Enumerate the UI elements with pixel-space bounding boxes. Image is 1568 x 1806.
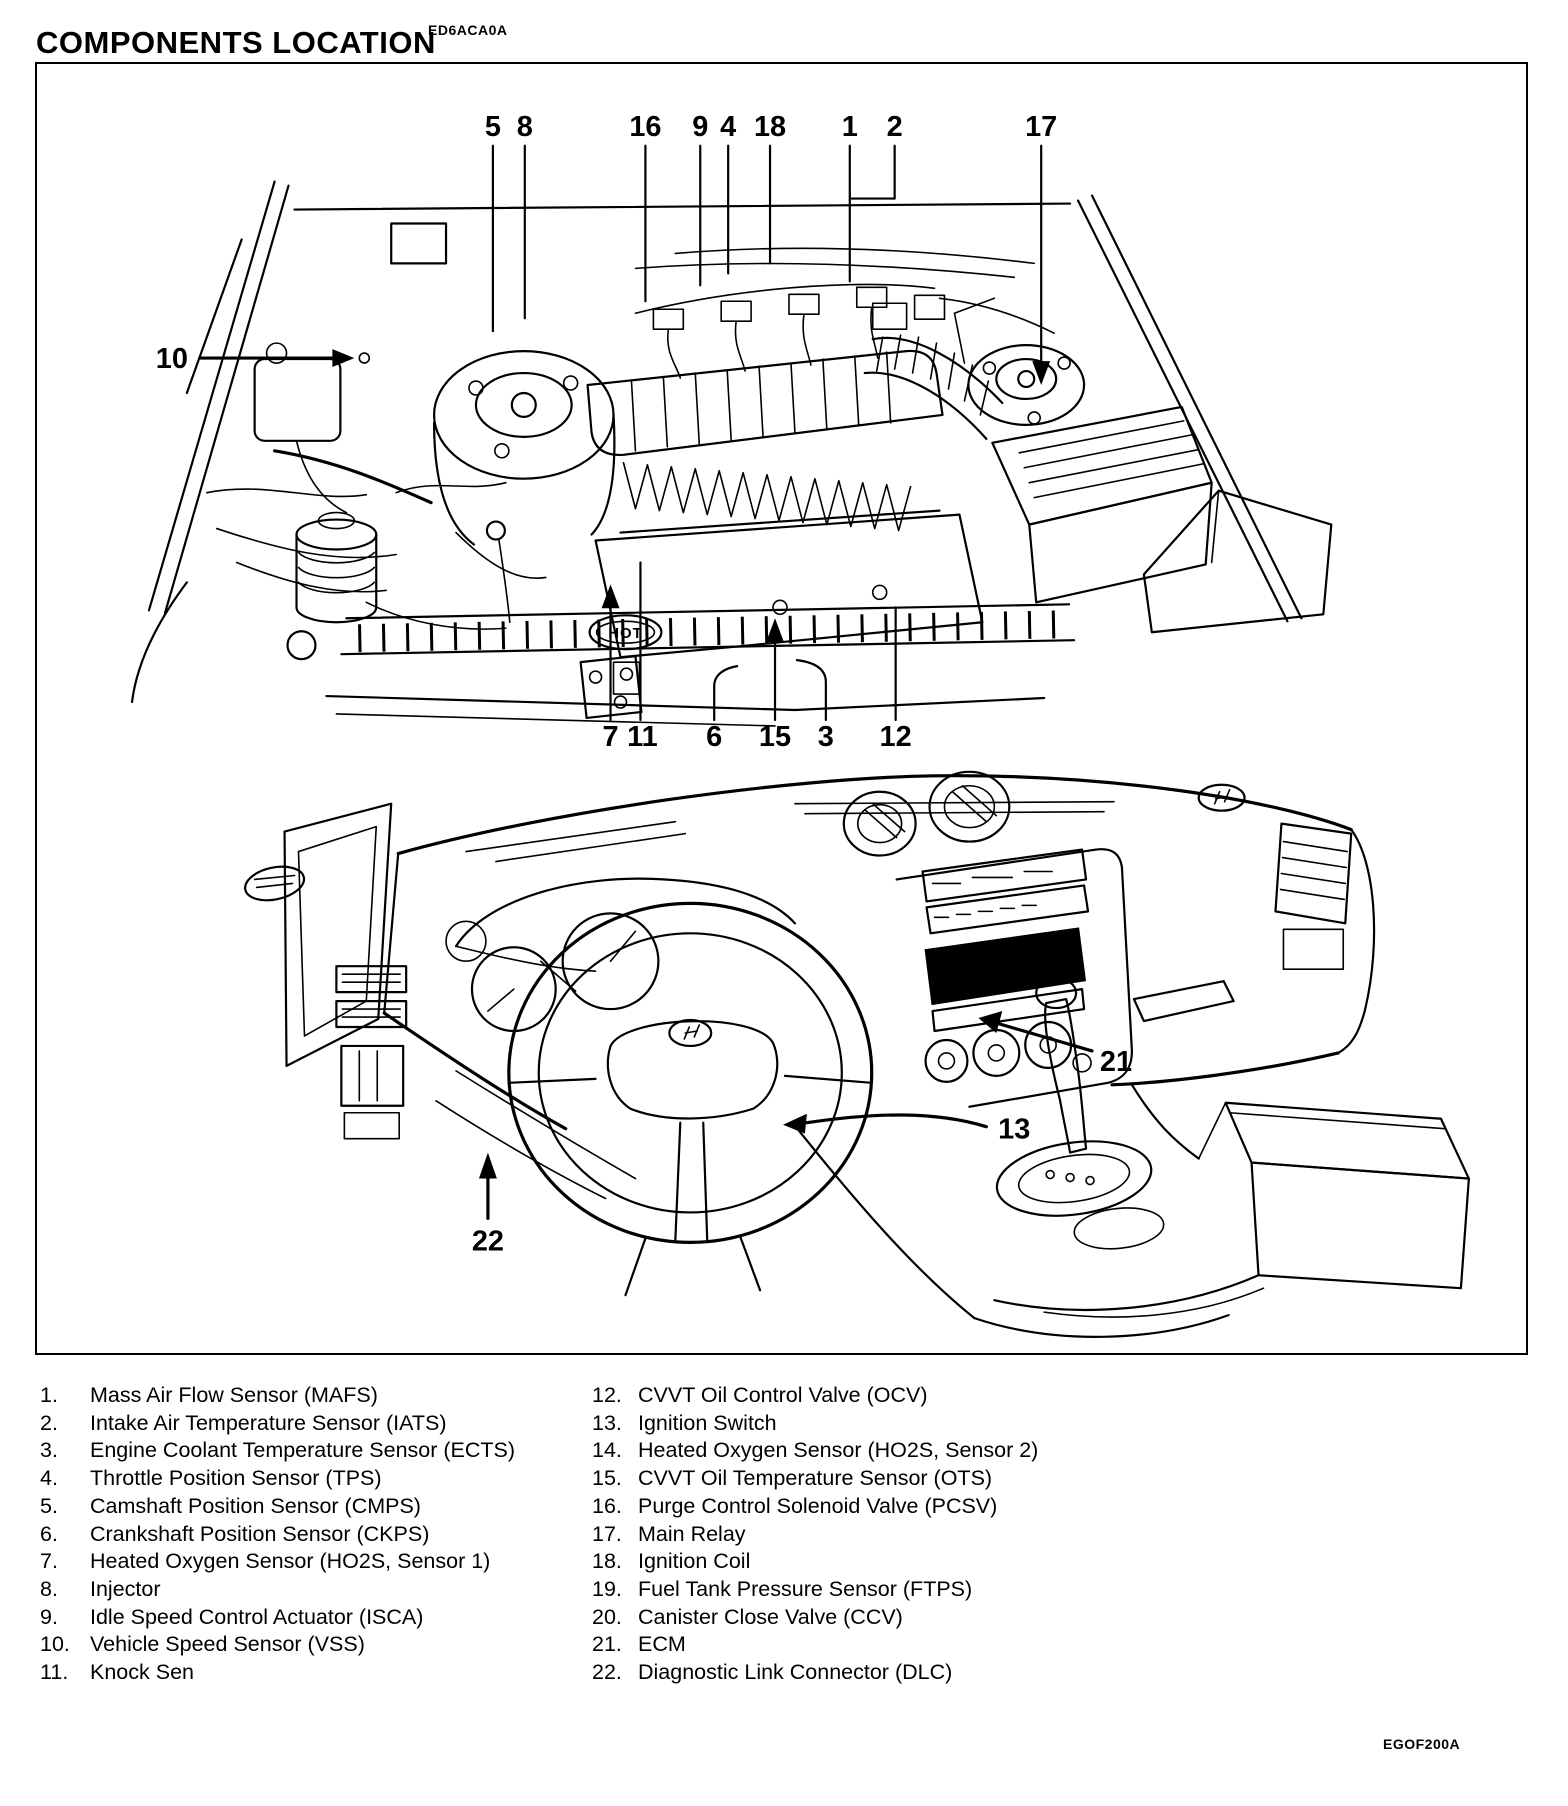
legend-item xyxy=(40,1382,585,1410)
callout-10: 10 xyxy=(155,343,188,376)
legend-item-number: 16. xyxy=(592,1493,622,1518)
legend-item-number: 1. xyxy=(40,1383,58,1407)
legend-item xyxy=(40,1548,585,1576)
callout-13: 13 xyxy=(998,1113,1031,1146)
callout-18: 18 xyxy=(753,110,787,143)
callout-15: 15 xyxy=(758,720,792,753)
legend-item-number: 2. xyxy=(40,1410,58,1435)
engine-badge: HOT xyxy=(608,625,643,643)
legend-item-number: 9. xyxy=(40,1604,58,1629)
legend-item-label: Diagnostic Link Connector (DLC) xyxy=(638,1660,953,1685)
callout-6: 6 xyxy=(706,720,723,753)
footer-code: EGOF200A xyxy=(1383,1736,1461,1752)
legend-item xyxy=(40,1410,585,1438)
legend-item xyxy=(40,1493,585,1521)
legend-item xyxy=(592,1382,1532,1410)
legend-item-label: Heated Oxygen Sensor (HO2S, Sensor 1) xyxy=(90,1549,491,1574)
legend-item-label: Mass Air Flow Sensor (MAFS) xyxy=(90,1383,378,1407)
callout-3: 3 xyxy=(817,720,834,753)
legend-item-label: Camshaft Position Sensor (CMPS) xyxy=(90,1493,421,1518)
legend-item xyxy=(40,1465,585,1493)
callout-4: 4 xyxy=(720,110,737,143)
legend-item-label: Main Relay xyxy=(638,1521,746,1546)
legend-item xyxy=(40,1631,585,1659)
legend-item-label: Crankshaft Position Sensor (CKPS) xyxy=(90,1521,430,1546)
legend-item xyxy=(592,1465,1532,1493)
legend-item-label: Fuel Tank Pressure Sensor (FTPS) xyxy=(638,1576,973,1601)
legend-item-label: Engine Coolant Temperature Sensor (ECTS) xyxy=(90,1438,516,1463)
legend-item-label: Ignition Coil xyxy=(638,1549,751,1574)
legend-item-number: 18. xyxy=(592,1549,622,1574)
legend-item-number: 19. xyxy=(592,1576,622,1601)
legend-item xyxy=(592,1521,1532,1549)
legend-item-number: 10. xyxy=(40,1632,70,1657)
title-code: ED6ACA0A xyxy=(428,22,508,38)
legend-item-number: 14. xyxy=(592,1438,622,1463)
callout-7: 7 xyxy=(602,720,619,753)
figure-frame xyxy=(35,62,1528,1355)
callout-16: 16 xyxy=(629,110,662,143)
legend-item xyxy=(40,1604,585,1632)
legend-item-label: Vehicle Speed Sensor (VSS) xyxy=(90,1632,365,1657)
legend-item xyxy=(592,1437,1532,1465)
legend-item xyxy=(592,1631,1532,1659)
legend-item xyxy=(592,1410,1532,1438)
legend-item xyxy=(592,1576,1532,1604)
legend-item-label: Intake Air Temperature Sensor (IATS) xyxy=(90,1410,447,1435)
legend-item-number: 22. xyxy=(592,1660,622,1685)
legend-item-number: 4. xyxy=(40,1466,58,1491)
callout-1: 1 xyxy=(841,110,858,143)
legend-item-number: 13. xyxy=(592,1410,622,1435)
legend-item-number: 6. xyxy=(40,1521,58,1546)
legend-item xyxy=(40,1521,585,1549)
callout-9: 9 xyxy=(692,110,709,143)
legend-column-left xyxy=(40,1382,585,1687)
legend-item-label: Idle Speed Control Actuator (ISCA) xyxy=(90,1604,424,1629)
engine-bay-illustration xyxy=(132,182,1331,726)
legend-item-number: 5. xyxy=(40,1493,58,1518)
legend-item xyxy=(40,1437,585,1465)
legend-item xyxy=(592,1548,1532,1576)
legend-item-label: Heated Oxygen Sensor (HO2S, Sensor 2) xyxy=(638,1438,1039,1463)
callout-17: 17 xyxy=(1025,110,1058,143)
legend-item xyxy=(40,1659,585,1687)
legend-item-label: Purge Control Solenoid Valve (PCSV) xyxy=(638,1493,998,1518)
legend-item-number: 20. xyxy=(592,1604,622,1629)
legend-item xyxy=(592,1493,1532,1521)
callout-12: 12 xyxy=(879,720,912,753)
legend-item xyxy=(40,1576,585,1604)
callout-2: 2 xyxy=(886,110,903,143)
callout-8: 8 xyxy=(516,110,533,143)
legend-item-label: CVVT Oil Control Valve (OCV) xyxy=(638,1383,928,1407)
legend-item-number: 17. xyxy=(592,1521,622,1546)
dashboard-illustration xyxy=(242,772,1469,1337)
legend-item-label: Knock Sen xyxy=(90,1660,194,1685)
legend-item-label: Injector xyxy=(90,1576,161,1601)
legend-item-number: 21. xyxy=(592,1632,622,1657)
legend-item-number: 15. xyxy=(592,1466,622,1491)
page-title: COMPONENTS LOCATION xyxy=(36,24,436,60)
legend-item xyxy=(592,1659,1532,1687)
legend-column-right xyxy=(592,1382,1532,1687)
legend-item-number: 3. xyxy=(40,1438,58,1463)
legend-item-number: 7. xyxy=(40,1549,58,1574)
legend-item xyxy=(592,1604,1532,1632)
components-figure xyxy=(37,64,1526,1353)
legend-item-label: ECM xyxy=(638,1632,686,1657)
legend-item-label: Ignition Switch xyxy=(638,1410,777,1435)
callout-11: 11 xyxy=(627,720,658,753)
legend-item-label: CVVT Oil Temperature Sensor (OTS) xyxy=(638,1466,993,1491)
callout-22: 22 xyxy=(471,1225,504,1258)
legend-item-number: 12. xyxy=(592,1383,622,1407)
legend-item-label: Throttle Position Sensor (TPS) xyxy=(90,1466,382,1491)
legend-item-number: 8. xyxy=(40,1576,58,1601)
callout-5: 5 xyxy=(484,110,501,143)
callout-21: 21 xyxy=(1099,1045,1133,1078)
legend-item-label: Canister Close Valve (CCV) xyxy=(638,1604,903,1629)
legend-item-number: 11. xyxy=(40,1660,69,1685)
